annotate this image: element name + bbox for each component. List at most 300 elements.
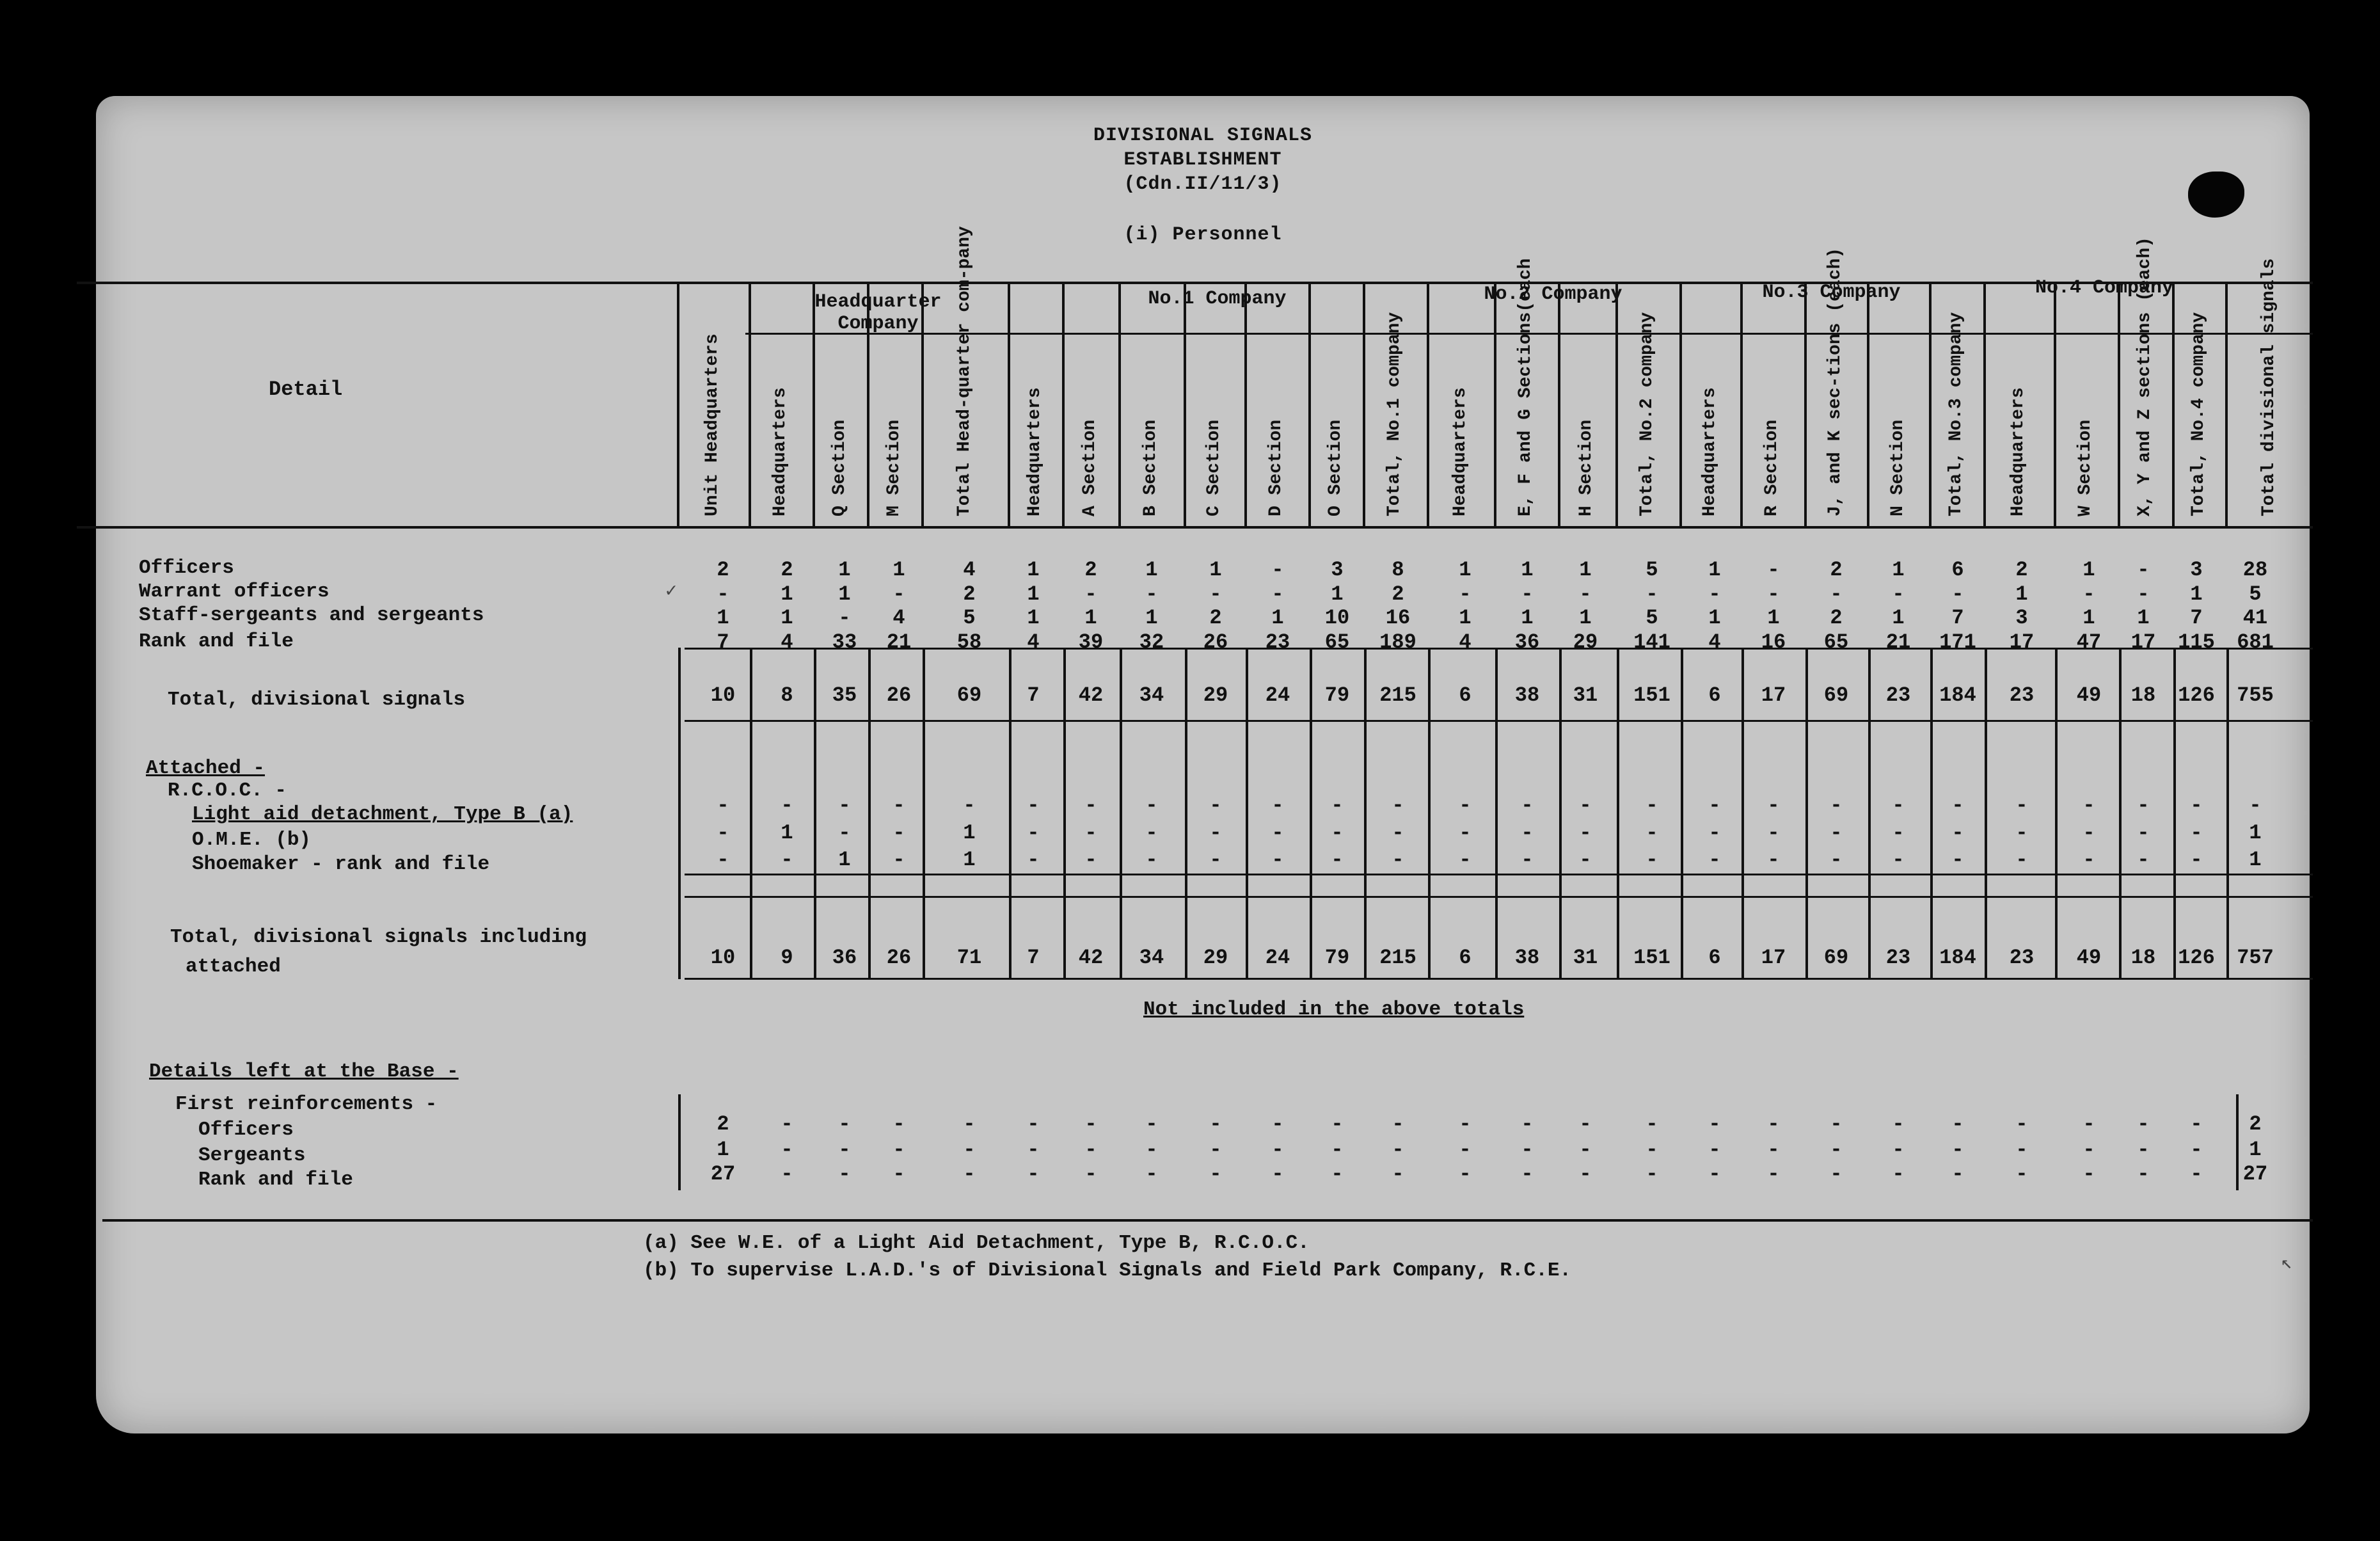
table-cell: 26 [1203,630,1228,654]
table-cell: - [2082,1138,2095,1162]
table-cell: - [1521,1138,1534,1162]
table-rule [678,1094,681,1190]
table-rule [1617,648,1619,979]
table-cell: - [1892,1112,1905,1136]
table-cell: - [2137,558,2150,582]
table-cell: 5 [2249,582,2262,606]
table-cell: 1 [1084,606,1097,630]
table-cell: - [1521,582,1534,606]
table-cell: 42 [1078,946,1104,970]
column-header [813,346,867,522]
column-header [1615,312,1679,522]
table-cell: - [1767,1162,1780,1186]
column-header-text: Total, No.2 company [1637,312,1657,516]
table-cell: 2 [717,1112,729,1136]
table-cell: 1 [2082,558,2095,582]
table-cell: - [2137,582,2150,606]
table-cell: 2 [2249,1112,2262,1136]
table-rule [102,1219,2313,1222]
table-cell: - [1951,1138,1964,1162]
column-header [921,226,1008,522]
table-cell: - [2249,794,2262,817]
table-cell: 79 [1324,946,1350,970]
table-cell: 1 [1459,606,1472,630]
table-cell: - [1646,1162,1658,1186]
table-cell: - [838,1138,851,1162]
table-cell: 1 [2249,821,2262,845]
table-cell: 184 [1939,946,1976,970]
table-cell: 1 [1579,558,1592,582]
table-rule [685,978,2313,980]
table-cell: - [838,606,851,630]
table-cell: - [1708,1112,1721,1136]
table-cell: - [1331,1138,1344,1162]
table-cell: 1 [1767,606,1780,630]
table-cell: - [2190,848,2203,872]
column-header [1558,346,1615,522]
table-cell: - [2190,1162,2203,1186]
table-cell: 32 [1139,630,1164,654]
column-header-text: D Section [1266,419,1286,516]
table-cell: 151 [1633,683,1670,707]
table-cell: - [892,794,905,817]
table-cell: 26 [886,946,912,970]
table-rule [1364,648,1367,979]
table-cell: - [1459,794,1472,817]
table-cell: 3 [2015,606,2028,630]
table-cell: - [1646,848,1658,872]
table-cell: 21 [886,630,912,654]
table-cell: - [781,848,793,872]
document-title: DIVISIONAL SIGNALS [1093,125,1313,147]
column-header [2118,237,2172,522]
table-cell: 10 [710,946,736,970]
table-cell: 29 [1573,630,1598,654]
table-cell: - [1145,582,1158,606]
table-cell: - [717,794,729,817]
table-cell: 2 [1084,558,1097,582]
table-cell: - [1579,848,1592,872]
table-cell: 6 [1708,683,1721,707]
table-rule [685,896,2313,898]
column-header-text: Total Head-quarter com-pany [954,226,974,516]
column-header-text: Headquarters [1699,387,1720,516]
table-cell: - [1271,1138,1284,1162]
table-cell: 17 [1761,683,1786,707]
table-cell: 1 [1459,558,1472,582]
table-cell: 171 [1939,630,1976,654]
table-cell: 1 [963,848,976,872]
row-label-warrant: Warrant officers [139,580,329,603]
table-cell: - [1027,1162,1040,1186]
table-cell: 69 [956,683,982,707]
corner-arrow: ↖ [2281,1253,2293,1275]
table-cell: - [1521,848,1534,872]
table-cell: 17 [1761,946,1786,970]
column-header-text: C Section [1203,419,1224,516]
table-cell: 5 [1646,558,1658,582]
table-cell: - [1708,1162,1721,1186]
table-cell: 1 [717,606,729,630]
table-cell: - [2137,1138,2150,1162]
table-cell: 65 [1324,630,1350,654]
table-rule [2055,648,2058,979]
table-cell: - [892,848,905,872]
table-cell: 17 [2009,630,2035,654]
table-cell: - [2190,1112,2203,1136]
table-cell: 41 [2242,606,2268,630]
table-cell: - [1767,558,1780,582]
table-cell: - [1767,821,1780,845]
table-cell: 38 [1514,946,1540,970]
table-cell: 1 [1521,558,1534,582]
column-header [1679,346,1740,522]
table-cell: - [2015,1162,2028,1186]
table-cell: - [1892,1138,1905,1162]
table-cell: - [1459,1112,1472,1136]
table-cell: 7 [1027,946,1040,970]
column-header-text: Headquarters [770,387,790,516]
table-cell: 39 [1078,630,1104,654]
column-header [1062,346,1118,522]
table-cell: 9 [781,946,793,970]
table-cell: - [1830,1138,1843,1162]
table-cell: - [1767,582,1780,606]
table-cell: - [1331,1162,1344,1186]
table-rule [1495,648,1498,979]
table-cell: - [1331,794,1344,817]
table-cell: 1 [2015,582,2028,606]
table-cell: 23 [2009,946,2035,970]
column-header-text: Q Section [829,419,850,516]
table-cell: 1 [838,582,851,606]
group-header: No.2 Company [1484,283,1622,305]
column-header [1363,312,1427,522]
table-cell: 58 [956,630,982,654]
table-cell: - [1830,794,1843,817]
table-cell: - [1084,821,1097,845]
table-cell: - [2190,821,2203,845]
table-cell: - [1708,848,1721,872]
table-cell: - [1579,1138,1592,1162]
column-header [2172,312,2225,522]
table-rule [1741,648,1744,979]
column-header-text: J, and K sec-tions (each) [1825,247,1845,516]
attached-heading: Attached - [146,757,266,779]
table-cell: 2 [781,558,793,582]
table-cell: 1 [838,848,851,872]
table-cell: 65 [1823,630,1849,654]
table-cell: 4 [781,630,793,654]
table-cell: - [838,794,851,817]
table-cell: - [1951,794,1964,817]
table-cell: - [2137,1162,2150,1186]
table-cell: 1 [2137,606,2150,630]
table-cell: - [2137,821,2150,845]
table-cell: - [1027,1138,1040,1162]
table-cell: - [1951,1162,1964,1186]
table-cell: - [1951,1112,1964,1136]
table-cell: 42 [1078,683,1104,707]
table-cell: 6 [1459,946,1472,970]
table-cell: 5 [1646,606,1658,630]
table-cell: - [963,1138,976,1162]
table-cell: 1 [1331,582,1344,606]
margin-tick: ✓ [665,581,678,603]
table-cell: - [1892,794,1905,817]
table-cell: - [2190,1138,2203,1162]
group-header: No.3 Company [1762,282,1901,303]
table-cell: - [1892,848,1905,872]
table-rule [1120,648,1122,979]
table-cell: 8 [781,683,793,707]
table-cell: 126 [2178,946,2215,970]
table-cell: 3 [1331,558,1344,582]
table-cell: 23 [1265,630,1290,654]
table-cell: 31 [1573,946,1598,970]
table-cell: 1 [1892,558,1905,582]
table-rule [2226,648,2229,979]
table-cell: 1 [1708,606,1721,630]
table-cell: 1 [781,582,793,606]
column-header-text: A Section [1080,419,1100,516]
rcoc-heading: R.C.O.C. - [168,779,287,802]
table-cell: - [1459,1138,1472,1162]
table-cell: - [1271,794,1284,817]
column-header-text: Headquarters [1024,387,1045,516]
table-cell: - [1392,1162,1404,1186]
table-cell: 115 [2178,630,2215,654]
table-cell: 1 [717,1138,729,1162]
table-cell: 1 [1708,558,1721,582]
column-header [1929,312,1983,522]
table-cell: - [2082,1112,2095,1136]
table-cell: 126 [2178,683,2215,707]
column-header [1244,346,1308,522]
table-cell: 1 [1892,606,1905,630]
table-cell: - [963,1112,976,1136]
table-cell: - [1892,821,1905,845]
document-subtitle: ESTABLISHMENT [1123,149,1282,171]
table-cell: 1 [1521,606,1534,630]
table-cell: - [1459,582,1472,606]
column-header-text: W Section [2075,419,2095,516]
table-cell: - [1579,1112,1592,1136]
table-cell: - [1708,1138,1721,1162]
table-cell: 4 [1459,630,1472,654]
table-cell: 1 [2082,606,2095,630]
table-cell: - [1084,1162,1097,1186]
table-cell: - [1027,848,1040,872]
table-cell: - [2082,821,2095,845]
table-cell: 7 [2190,606,2203,630]
table-cell: 18 [2130,683,2156,707]
table-cell: - [1521,1162,1534,1186]
column-header-text: X, Y and Z sections (each) [2134,237,2155,516]
table-cell: 755 [2237,683,2274,707]
table-cell: - [1646,582,1658,606]
detail-header: Detail [269,378,343,401]
column-header [1184,346,1244,522]
table-cell: 215 [1379,946,1416,970]
table-cell: - [1209,848,1222,872]
table-cell: - [1830,582,1843,606]
table-cell: 71 [956,946,982,970]
table-cell: 10 [710,683,736,707]
table-cell: - [1145,848,1158,872]
table-cell: 1 [1145,606,1158,630]
table-cell: - [1331,821,1344,845]
table-rule [685,720,2313,722]
column-header-text: O Section [1325,419,1345,516]
table-cell: 757 [2237,946,2274,970]
table-cell: - [1830,848,1843,872]
table-cell: - [1209,794,1222,817]
table-cell: - [1951,848,1964,872]
column-header-text: N Section [1887,419,1908,516]
table-cell: 141 [1633,630,1670,654]
table-cell: 21 [1885,630,1911,654]
table-cell: 23 [1885,946,1911,970]
table-cell: - [1271,848,1284,872]
table-cell: 1 [781,606,793,630]
group-header: No.4 Company [2035,277,2174,299]
table-cell: - [2082,794,2095,817]
table-cell: 4 [1027,630,1040,654]
table-cell: - [2082,582,2095,606]
table-cell: 29 [1203,946,1228,970]
table-cell: - [1646,1138,1658,1162]
table-cell: 34 [1139,946,1164,970]
table-cell: 79 [1324,683,1350,707]
table-cell: 34 [1139,683,1164,707]
table-cell: - [1271,821,1284,845]
table-cell: - [1084,794,1097,817]
table-cell: - [1830,1112,1843,1136]
row-label-total-attached-1: Total, divisional signals including [170,926,587,948]
table-rule [1805,648,1808,979]
table-cell: - [1708,821,1721,845]
table-cell: - [2137,794,2150,817]
table-cell: - [1271,558,1284,582]
column-header [1008,346,1062,522]
column-header-text: Headquarters [2008,387,2028,516]
table-cell: - [838,1162,851,1186]
column-header [1804,247,1867,522]
table-rule [1185,648,1187,979]
table-rule [1246,648,1248,979]
column-header [677,285,749,522]
table-cell: 26 [886,683,912,707]
footnote-a: (a) See W.E. of a Light Aid Detachment, Type B, R.C.O.C. [643,1232,1310,1254]
table-cell: 1 [1579,606,1592,630]
table-rule [1428,648,1431,979]
table-cell: - [1209,1138,1222,1162]
table-cell: - [1145,794,1158,817]
table-cell: 27 [710,1162,736,1186]
table-cell: 4 [892,606,905,630]
table-cell: 2 [1392,582,1404,606]
table-cell: - [2015,1138,2028,1162]
table-cell: 18 [2130,946,2156,970]
table-cell: 6 [1951,558,1964,582]
table-cell: - [1579,582,1592,606]
footnote-b: (b) To supervise L.A.D.'s of Divisional Signals and Field Park Company, R.C.E. [643,1259,1572,1282]
table-cell: - [892,1138,905,1162]
table-rule [77,526,2313,529]
table-cell: 1 [2249,1138,2262,1162]
table-cell: - [1392,1112,1404,1136]
table-cell: 2 [1209,606,1222,630]
table-cell: - [781,1162,793,1186]
column-header [1118,346,1184,522]
table-cell: - [2082,1162,2095,1186]
table-cell: - [1271,582,1284,606]
column-header-text: R Section [1762,419,1782,516]
table-cell: - [1392,821,1404,845]
table-cell: 69 [1823,683,1849,707]
table-cell: 47 [2076,630,2102,654]
table-cell: 38 [1514,683,1540,707]
table-rule [685,874,2313,875]
first-reinforcements: First reinforcements - [175,1093,438,1115]
table-cell: - [1767,1138,1780,1162]
table-cell: - [2190,794,2203,817]
column-header [1427,346,1494,522]
table-cell: 1 [838,558,851,582]
column-header-text: H Section [1576,419,1596,516]
table-cell: 1 [1145,558,1158,582]
table-cell: - [2137,848,2150,872]
table-cell: - [2015,1112,2028,1136]
table-cell: - [1951,582,1964,606]
table-cell: 49 [2076,946,2102,970]
table-cell: 4 [963,558,976,582]
column-header [867,346,921,522]
table-cell: - [1209,582,1222,606]
table-cell: - [2015,794,2028,817]
table-rule [1868,648,1871,979]
table-cell: 10 [1324,606,1350,630]
table-cell: - [1271,1112,1284,1136]
table-cell: 31 [1573,683,1598,707]
base-heading: Details left at the Base - [149,1060,459,1083]
table-cell: 5 [963,606,976,630]
table-cell: - [1579,794,1592,817]
column-header [1983,346,2054,522]
table-cell: - [1459,821,1472,845]
row-label-sergeants: Staff-sergeants and sergeants [139,604,484,627]
row-label-rank-file: Rank and file [139,630,294,653]
table-cell: - [1646,794,1658,817]
table-cell: - [838,1112,851,1136]
document-part: (i) Personnel [1123,224,1282,246]
table-cell: 2 [1830,606,1843,630]
table-cell: - [1892,1162,1905,1186]
row-label-base-officers: Officers [198,1119,294,1141]
table-rule [1681,648,1683,979]
column-header [1867,346,1929,522]
table-cell: 1 [1027,558,1040,582]
table-cell: 1 [1027,582,1040,606]
table-cell: 17 [2130,630,2156,654]
row-label-base-rank-file: Rank and file [198,1169,353,1191]
row-label-officers: Officers [139,557,234,579]
table-cell: 23 [1885,683,1911,707]
table-cell: - [781,1138,793,1162]
row-label-total-attached-2: attached [186,955,281,978]
document-reference: (Cdn.II/11/3) [1123,173,1282,195]
